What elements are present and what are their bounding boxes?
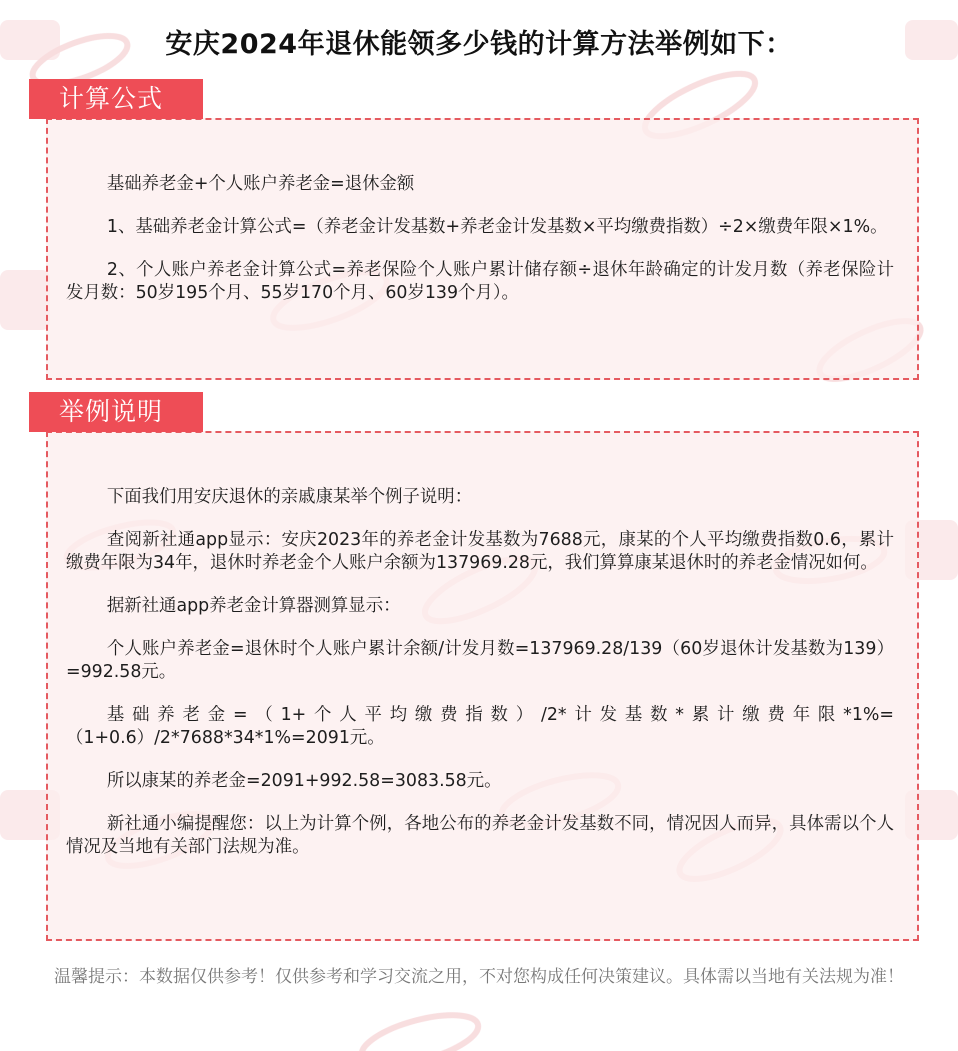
paragraph: 个人账户养老金=退休时个人账户累计余额/计发月数=137969.28/139（60岁退休计发基数为139）=992.58元。 xyxy=(66,639,894,682)
paragraph: 基础养老金+个人账户养老金=退休金额 xyxy=(106,174,415,194)
paragraph: 下面我们用安庆退休的亲戚康某举个例子说明： xyxy=(106,487,473,507)
paragraph: 所以康某的养老金=2091+992.58=3083.58元。 xyxy=(106,771,502,791)
paragraph: 基础养老金=（1+个人平均缴费指数）/2*计发基数*累计缴费年限*1%=（1+0.6）/2*7688*34*1%=2091元。 xyxy=(66,705,894,748)
example-section-content xyxy=(66,486,894,879)
formula-section-content xyxy=(66,173,894,325)
section-tag-example: 举例说明 xyxy=(29,392,203,432)
paragraph: 新社通小编提醒您：以上为计算个例，各地公布的养老金计发基数不同，情况因人而异，具体需以个人情况及当地有关部门法规为准。 xyxy=(66,814,894,857)
paragraph: 1、基础养老金计算公式=（养老金计发基数+养老金计发基数×平均缴费指数）÷2×缴费年限×1%。 xyxy=(106,217,888,237)
paragraph: 查阅新社通app显示：安庆2023年的养老金计发基数为7688元，康某的个人平均缴费指数0.6，累计缴费年限为34年，退休时养老金个人账户余额为137969.28元，我们算算康某退休时的养老金情况如何。 xyxy=(66,530,894,573)
disclaimer-note: 温馨提示：本数据仅供参考！仅供参考和学习交流之用，不对您构成任何决策建议。具体需以当地有关法规为准！ xyxy=(54,967,904,987)
page-title: 安庆2024年退休能领多少钱的计算方法举例如下： xyxy=(165,29,793,60)
paragraph: 2、个人账户养老金计算公式=养老保险个人账户累计储存额÷退休年龄确定的计发月数（养老保险计发月数：50岁195个月、55岁170个月、60岁139个月）。 xyxy=(66,260,894,303)
section-tag-formula: 计算公式 xyxy=(29,79,203,119)
paragraph: 据新社通app养老金计算器测算显示： xyxy=(106,596,401,616)
